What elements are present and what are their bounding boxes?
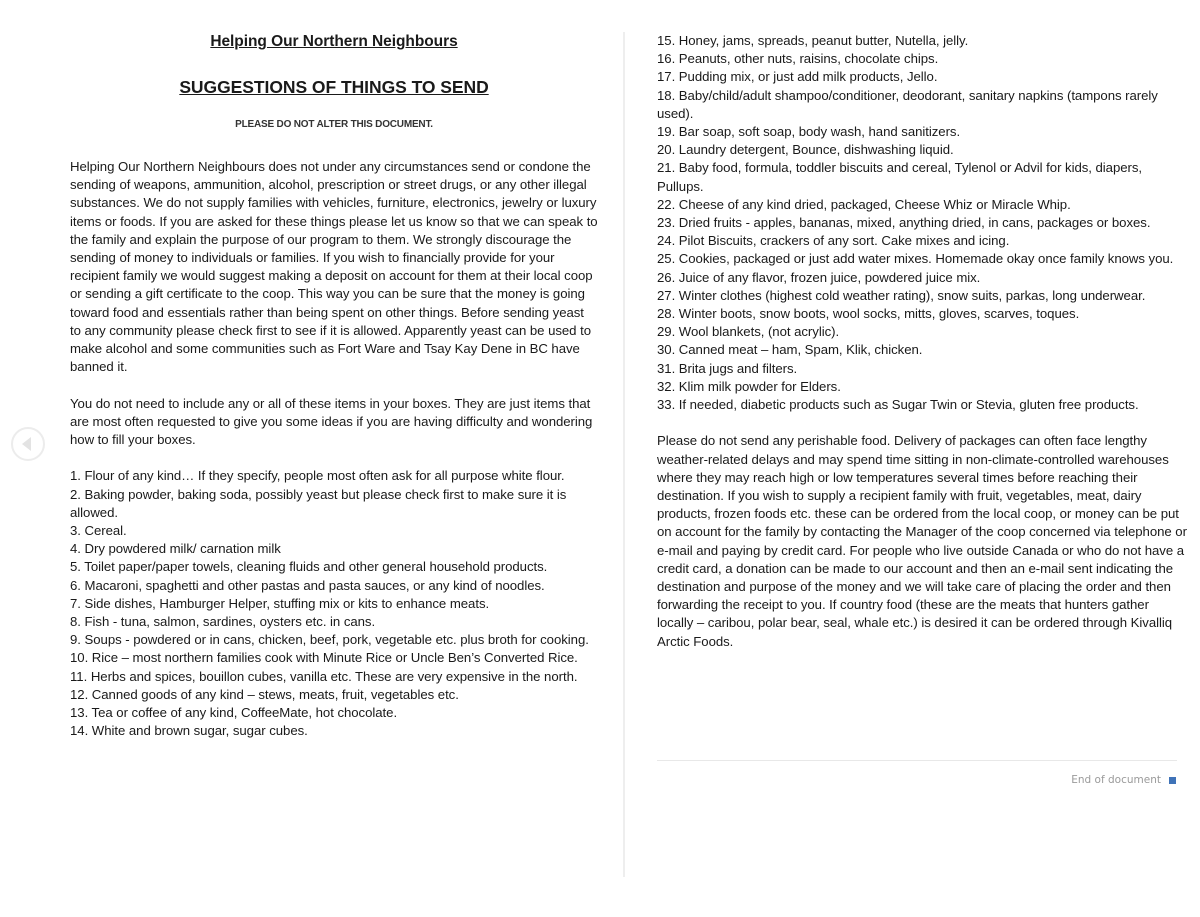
list-item: 27. Winter clothes (highest cold weather rating), snow suits, parkas, long underwear. — [657, 287, 1146, 303]
list-item: 26. Juice of any flavor, frozen juice, powdered juice mix. — [657, 269, 981, 285]
list-item: 5. Toilet paper/paper towels, cleaning fluids and other general household products. — [70, 559, 548, 575]
column-divider — [623, 32, 625, 877]
list-item: 14. White and brown sugar, sugar cubes. — [70, 723, 308, 739]
list-item: 19. Bar soap, soft soap, body wash, hand sanitizers. — [657, 124, 961, 140]
list-item: 33. If needed, diabetic products such as Sugar Twin or Stevia, gluten free products. — [657, 397, 1139, 413]
items-list-left — [70, 467, 598, 740]
end-of-document-label: End of document — [1071, 774, 1161, 786]
items-list-right — [657, 32, 1187, 414]
list-item: 7. Side dishes, Hamburger Helper, stuffing mix or kits to enhance meats. — [70, 595, 490, 611]
list-item: 31. Brita jugs and filters. — [657, 360, 798, 376]
list-item: 15. Honey, jams, spreads, peanut butter, Nutella, jelly. — [657, 33, 969, 48]
list-item: 3. Cereal. — [70, 523, 127, 539]
list-item: 9. Soups - powdered or in cans, chicken, beef, pork, vegetable etc. plus broth for cooking. — [70, 632, 589, 648]
list-item: 30. Canned meat – ham, Spam, Klik, chicken. — [657, 342, 923, 358]
list-item: 10. Rice – most northern families cook with Minute Rice or Uncle Ben’s Converted Rice. — [70, 650, 578, 666]
list-item: 23. Dried fruits - apples, bananas, mixed, anything dried, in cans, packages or boxes. — [657, 215, 1151, 231]
list-item: 18. Baby/child/adult shampoo/conditioner, deodorant, sanitary napkins (tampons rarely used). — [657, 87, 1158, 121]
document-subtitle: SUGGESTIONS OF THINGS TO SEND — [179, 77, 489, 97]
list-item: 16. Peanuts, other nuts, raisins, chocolate chips. — [657, 51, 939, 67]
list-item: 4. Dry powdered milk/ carnation milk — [70, 541, 281, 557]
list-item: 21. Baby food, formula, toddler biscuits and cereal, Tylenol or Advil for kids, diapers, Pullups. — [657, 160, 1143, 194]
list-item: 17. Pudding mix, or just add milk products, Jello. — [657, 69, 938, 85]
document-title: Helping Our Northern Neighbours — [210, 33, 458, 50]
list-item: 12. Canned goods of any kind – stews, meats, fruit, vegetables etc. — [70, 686, 459, 702]
list-item: 2. Baking powder, baking soda, possibly yeast but please check first to make sure it is allowed. — [70, 486, 567, 520]
list-item: 29. Wool blankets, (not acrylic). — [657, 324, 840, 340]
spacer — [70, 449, 598, 467]
list-item: 24. Pilot Biscuits, crackers of any sort. Cake mixes and icing. — [657, 233, 1010, 249]
do-not-alter-notice: PLEASE DO NOT ALTER THIS DOCUMENT. — [235, 119, 433, 130]
list-item: 28. Winter boots, snow boots, wool socks, mitts, gloves, scarves, toques. — [657, 306, 1080, 322]
right-column — [657, 32, 1187, 651]
chevron-left-icon — [22, 437, 31, 451]
left-column — [70, 32, 598, 740]
end-of-document-rule — [657, 760, 1177, 761]
list-item: 8. Fish - tuna, salmon, sardines, oysters etc. in cans. — [70, 614, 376, 630]
list-item: 6. Macaroni, spaghetti and other pastas and pasta sauces, or any kind of noodles. — [70, 577, 545, 593]
list-item: 25. Cookies, packaged or just add water mixes. Homemade okay once family knows you. — [657, 251, 1174, 267]
guidance-paragraph: You do not need to include any or all of these items in your boxes. They are just items that are most often requested to give you some ideas if you are having difficulty and wondering how to fill your boxes. — [70, 395, 593, 448]
list-item: 1. Flour of any kind… If they specify, people most often ask for all purpose white flour. — [70, 468, 565, 484]
list-item: 20. Laundry detergent, Bounce, dishwashing liquid. — [657, 142, 954, 158]
list-item: 22. Cheese of any kind dried, packaged, Cheese Whiz or Miracle Whip. — [657, 196, 1071, 212]
intro-paragraph: Helping Our Northern Neighbours does not under any circumstances send or condone the sending of weapons, ammunition, alcohol, prescription or street drugs, or any other illegal substances. We do not supply families with vehicles, furniture, electronics, jewelry or luxury items or foods. If you are asked for these things please let us know so that we can speak to the family and explain the purpose of our program to them. We strongly discourage the sending of money to individuals or families. If you wish to financially provide for your recipient family we would suggest making a deposit on account for them at their local coop or sending a gift certificate to the coop. This way you can be sure that the money is going toward food and essentials rather than being spent on other things. Before sending yeast to any community please check first to see if it is allowed. Apparently yeast can be used to make alcohol and some communities such as Fort Ware and Tsay Kay Dene in BC have banned it. — [70, 159, 598, 375]
previous-page-button[interactable] — [11, 427, 45, 461]
list-item: 11. Herbs and spices, bouillon cubes, vanilla etc. These are very expensive in the north. — [70, 668, 578, 684]
list-item: 32. Klim milk powder for Elders. — [657, 378, 841, 394]
perishables-paragraph: Please do not send any perishable food. Delivery of packages can often face lengthy weather-related delays and may spend time sitting in non-climate-controlled warehouses where they may reach high or low temperatures several times before reaching their destination. If you wish to supply a recipient family with fruit, vegetables, meat, dairy products, frozen foods etc. these can be ordered from the local coop, or money can be put on account for the family by contacting the Manager of the coop concerned via telephone or e-mail and paying by credit card. For people who live outside Canada or who do not have a credit card, a donation can be made to our account and then an e-mail sent indicating the destination and purpose of the money and we will take care of placing the order and then forwarding the receipt to you. If country food (these are the meats that hunters gather locally – caribou, polar bear, seal, whale etc.) is desired it can be ordered through Kivalliq Arctic Foods. — [657, 433, 1187, 649]
list-item: 13. Tea or coffee of any kind, CoffeeMate, hot chocolate. — [70, 705, 398, 721]
square-icon — [1169, 777, 1176, 784]
end-of-document-marker — [1071, 774, 1176, 786]
